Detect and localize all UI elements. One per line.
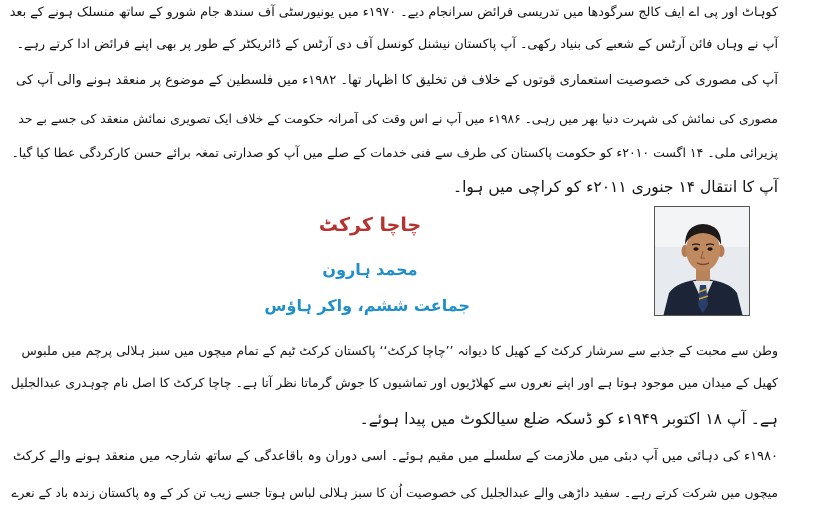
student-portrait-image: [655, 207, 750, 316]
author-class-house: جماعت ششم، واکر ہاؤس: [264, 296, 470, 315]
paragraph-line: ہے۔ آپ ۱۸ اکتوبر ۱۹۴۹ء کو ڈسکہ ضلع سیالکوٹ میں پیدا ہوئے۔: [359, 410, 778, 428]
paragraph-line: کوہاٹ اور پی اے ایف کالج سرگودھا میں تدریسی فرائض سرانجام دیے۔ ۱۹۷۰ء میں یونیورسٹی آف سندھ جام شورو کے ساتھ منسلک ہونے کے بعد: [9, 5, 778, 20]
paragraph-line: کھیل کے میدان میں موجود ہوتا ہے اور اپنے نعروں سے کھلاڑیوں اور تماشیوں کا جوش گرماتا نظر آتا ہے۔ چاچا کرکٹ کا اصل نام چوہدری عبدالجلیل: [10, 375, 778, 390]
paragraph-line: مصوری کی نمائش کی شہرت دنیا بھر میں رہی۔ ۱۹۸۶ء میں آپ نے اس وقت کی آمرانہ حکومت کے خلاف ایک تصویری نمائش منعقد کی جسے بے حد: [18, 112, 778, 126]
article-author: محمد ہارون: [322, 260, 418, 279]
article-title: چاچا کرکٹ: [318, 214, 422, 236]
paragraph-line: پزیرائی ملی۔ ۱۴ اگست ۲۰۱۰ء کو حکومت پاکستان کی طرف سے فنی خدمات کے صلے میں آپ کو صدارتی تمغہ برائے حسن کارکردگی عطا کیا گیا۔: [11, 145, 778, 160]
paragraph-line: آپ کا انتقال ۱۴ جنوری ۲۰۱۱ء کو کراچی میں ہوا۔: [452, 178, 778, 196]
paragraph-line: ۱۹۸۰ء کی دہائی میں آپ دبئی میں ملازمت کے سلسلے میں مقیم ہوئے۔ اسی دوران وہ باقاعدگی کے ساتھ شارجہ میں منعقد ہونے والے کرکٹ: [12, 449, 778, 464]
student-photo: [654, 206, 750, 316]
paragraph-line: وطن سے محبت کے جذبے سے سرشار کرکٹ کے کھیل کا دیوانہ ’’چاچا کرکٹ‘‘ پاکستان کرکٹ ٹیم کے تمام میچوں میں سبز ہلالی پرچم میں ملبوس: [21, 343, 778, 358]
paragraph-line: آپ کی مصوری کی خصوصیت استعماری قوتوں کے خلاف فن تخلیق کا اظہار تھا۔ ۱۹۸۲ء میں فلسطین کے موضوع پر منعقد ہونے والی آپ کی: [16, 73, 778, 88]
paragraph-line: آپ نے وہاں فائن آرٹس کے شعبے کی بنیاد رکھی۔ آپ پاکستان نیشنل کونسل آف دی آرٹس کے ڈائریکٹر کے طور پر بھی اپنے فرائض ادا کرتے رہے۔: [16, 37, 778, 52]
paragraph-line: میچوں میں شرکت کرتے رہے۔ سفید داڑھی والے عبدالجلیل کی خصوصیت اُن کا سبز ہلالی لباس ہوتا جسے زیب تن کر کے وہ پاکستان زندہ باد کے نعرے: [11, 486, 778, 500]
